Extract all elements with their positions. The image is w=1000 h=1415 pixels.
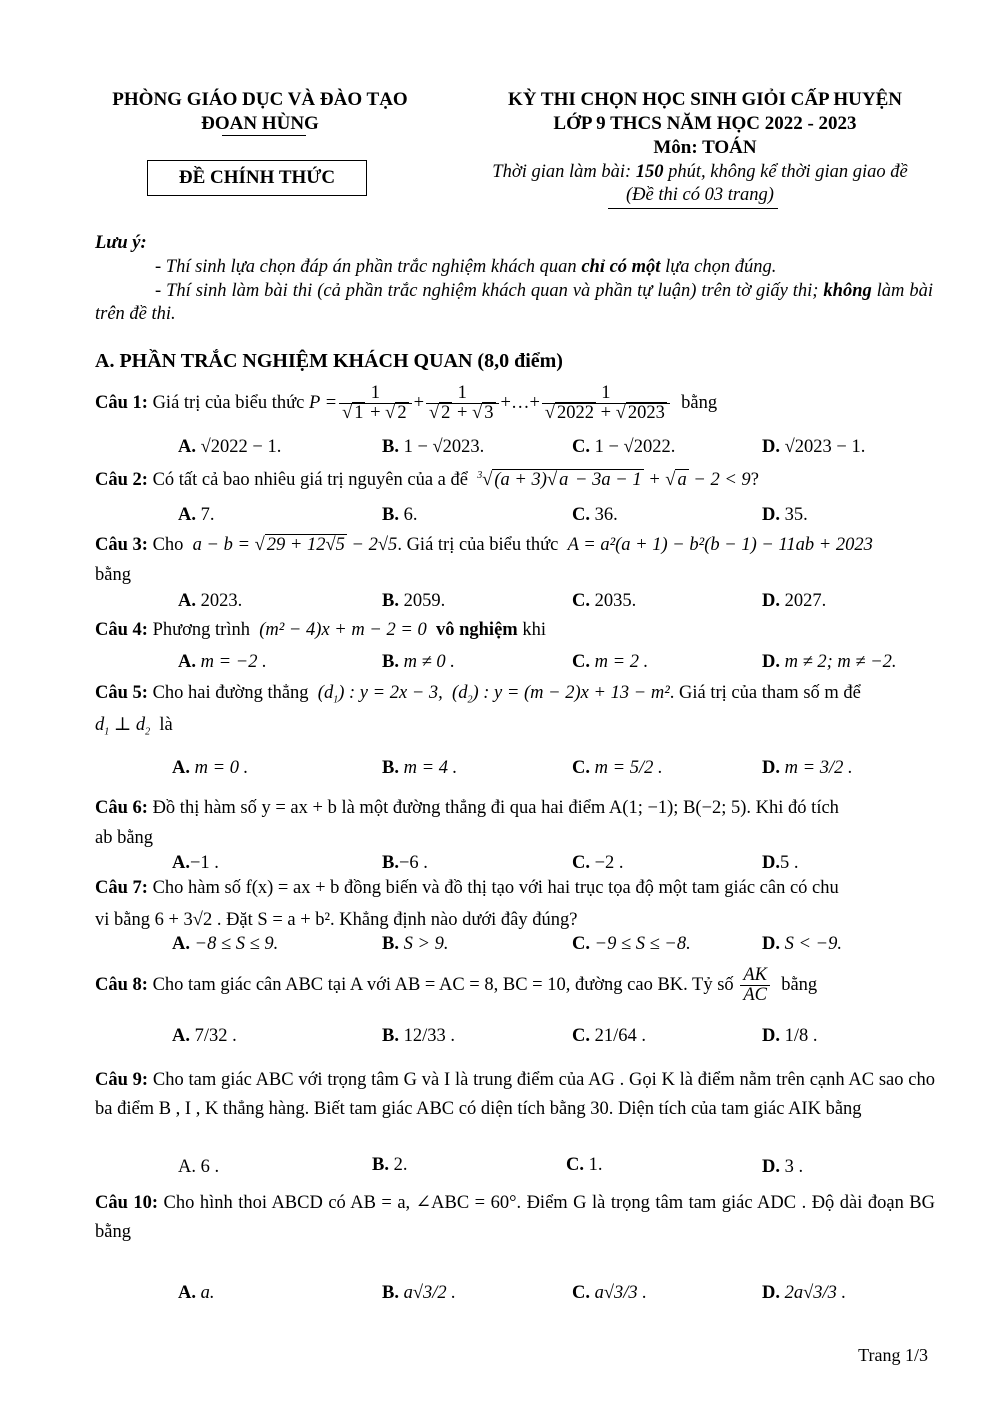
q7-option-c: C. −9 ≤ S ≤ −8.: [572, 934, 691, 954]
q1-option-a: A. √2022 − 1.: [178, 437, 282, 457]
exam-grade-year: LỚP 9 THCS NĂM HỌC 2022 - 2023: [553, 113, 857, 134]
question-5: Câu 5: Cho hai đường thẳng $(d_1)$ : y = 2x − 3, $(d_2)$ : y = (m − 2)x + 13 − m². Giá trị của tham số m để: [95, 683, 861, 706]
question-7: Câu 7: Cho hàm số f(x) = ax + b đồng biến và đồ thị tạo với hai trục tọa độ một tam giác cân có chu: [95, 878, 839, 898]
fraction: $\frac{1}{√ 2022 + √ 2023}$: [542, 384, 670, 423]
q6-option-d: D.5 .: [762, 853, 799, 873]
question-3-cont: bằng: [95, 565, 131, 585]
question-7-cont: vi bằng 6 + 3√2 . Đặt S = a + b². Khẳng định nào dưới đây đúng?: [95, 910, 578, 930]
subject: Môn: TOÁN: [653, 137, 757, 158]
q1-option-c: C. 1 − √2022.: [572, 437, 676, 457]
q10-option-c: C. a√3/3 .: [572, 1283, 647, 1303]
q4-option-c: C. m = 2 .: [572, 652, 649, 672]
question-8: Câu 8: Cho tam giác cân ABC tại A với AB = AC = 8, BC = 10, đường cao BK. Tỷ số $\frac{AK}{AC}$ bằng: [95, 964, 818, 1005]
q9-option-c: C. 1.: [566, 1155, 603, 1175]
q1-option-d: D. √2023 − 1.: [762, 437, 866, 457]
q4-option-a: A. m = −2 .: [178, 652, 267, 672]
question-label: Câu 1:: [95, 392, 148, 413]
header-left: [80, 88, 440, 136]
q10-option-d: D. 2a√3/3 .: [762, 1283, 847, 1303]
question-10: Câu 10: Cho hình thoi ABCD có AB = a, ∠ABC = 60°. Điểm G là trọng tâm tam giác ADC . Độ dài đoạn BG bằng: [95, 1193, 935, 1242]
district-underline: [222, 135, 306, 136]
q8-option-d: D. 1/8 .: [762, 1026, 818, 1046]
q3-option-b: B. 2059.: [382, 591, 446, 611]
math-expression: $^3$√ (a + 3)√ a − 3a − 1 + √ a − 2 < 9: [477, 470, 751, 491]
question-4: Câu 4: Phương trình (m² − 4)x + m − 2 = 0 vô nghiệm khi: [95, 620, 546, 640]
q5-option-a: A. m = 0 .: [172, 758, 249, 778]
note-line-1: - Thí sinh lựa chọn đáp án phần trắc nghiệm khách quan chỉ có một lựa chọn đúng.: [155, 257, 777, 277]
question-6-cont: ab bằng: [95, 828, 154, 848]
q9-option-b: B. 2.: [372, 1155, 408, 1175]
question-6: Câu 6: Đồ thị hàm số y = ax + b là một đường thẳng đi qua hai điểm A(1; −1); B(−2; 5). Khi đó tích: [95, 798, 839, 818]
math-expression: $(d_1)$ : y = 2x − 3, $(d_2)$ : y = (m − 2)x + 13 − m²: [317, 683, 670, 706]
math-expression: A = a²(a + 1) − b²(b − 1) − 11ab + 2023: [567, 535, 873, 555]
question-3: Câu 3: Cho a − b = √ 29 + 12√5 − 2√5. Giá trị của biểu thức A = a²(a + 1) − b²(b − 1) − 11ab + 2023: [95, 535, 873, 555]
q6-option-c: C. −2 .: [572, 853, 624, 873]
page-count-underline: [608, 208, 778, 209]
q2-option-a: A. 7.: [178, 505, 215, 525]
q9-option-a: A. 6 .: [178, 1157, 220, 1177]
math-expression: P =: [309, 392, 338, 413]
fraction: $\frac{AK}{AC}$: [740, 966, 770, 1005]
q8-option-a: A. 7/32 .: [172, 1026, 237, 1046]
exam-title: KỲ THI CHỌN HỌC SINH GIỎI CẤP HUYỆN: [508, 89, 902, 110]
math-expression: a − b = √ 29 + 12√5 − 2√5: [192, 535, 398, 555]
q7-option-d: D. S < −9.: [762, 934, 842, 954]
q5-option-d: D. m = 3/2 .: [762, 758, 853, 778]
fraction: $\frac{1}{√ 2 + √ 3}$: [426, 384, 499, 423]
question-5-cont: $d_1$ ⊥ $d_2$ là: [95, 715, 173, 738]
question-2: Câu 2: Có tất cả bao nhiêu giá trị nguyên của a để $^3$√ (a + 3)√ a − 3a − 1 + √ a − 2 < 9?: [95, 470, 759, 491]
section-title: A. PHẦN TRẮC NGHIỆM KHÁCH QUAN (8,0 điểm): [95, 350, 563, 372]
q10-option-b: B. a√3/2 .: [382, 1283, 456, 1303]
q3-option-a: A. 2023.: [178, 591, 243, 611]
page-number: Trang 1/3: [858, 1345, 928, 1365]
q2-option-d: D. 35.: [762, 505, 808, 525]
note-title: Lưu ý:: [95, 233, 147, 253]
q8-option-c: C. 21/64 .: [572, 1026, 647, 1046]
math-expression: (m² − 4)x + m − 2 = 0: [259, 620, 427, 640]
q5-option-b: B. m = 4 .: [382, 758, 458, 778]
page-count: (Đề thi có 03 trang): [626, 185, 774, 205]
header-right: [455, 88, 955, 160]
district-name: ĐOAN HÙNG: [201, 113, 319, 134]
question-1: Câu 1: Giá trị của biểu thức P = $\frac{1}{√ 1 + √ 2}$ + $\frac{1}{√ 2 + √ 3}$ +…+ $\frac{1}{√ 2022 + √ 2023}$ bằng: [95, 382, 718, 423]
q4-option-b: B. m ≠ 0 .: [382, 652, 455, 672]
q1-option-b: B. 1 − √2023.: [382, 437, 485, 457]
q8-option-b: B. 12/33 .: [382, 1026, 455, 1046]
fraction: $\frac{1}{√ 1 + √ 2}$: [339, 384, 412, 423]
q5-option-c: C. m = 5/2 .: [572, 758, 663, 778]
q3-option-d: D. 2027.: [762, 591, 827, 611]
q2-option-b: B. 6.: [382, 505, 418, 525]
q10-option-a: A. a.: [178, 1283, 215, 1303]
note-line-2: - Thí sinh làm bài thi (cả phần trắc nghiệm khách quan và phần tự luận) trên tờ giấy thi; không làm bài trên đề thi.: [95, 281, 933, 324]
official-badge: ĐỀ CHÍNH THỨC: [147, 160, 367, 196]
q6-option-b: B.−6 .: [382, 853, 428, 873]
department-name: PHÒNG GIÁO DỤC VÀ ĐÀO TẠO: [112, 89, 408, 110]
q6-option-a: A.−1 .: [172, 853, 219, 873]
q7-option-a: A. −8 ≤ S ≤ 9.: [172, 934, 279, 954]
question-9: Câu 9: Cho tam giác ABC với trọng tâm G và I là trung điểm của AG . Gọi K là điểm nằm trên cạnh AC sao cho ba điểm B , I , K thẳng hàng. Biết tam giác ABC có diện tích bằng 30. Diện tích của tam giác AIK bằng: [95, 1070, 936, 1119]
time-info: Thời gian làm bài: 150 phút, không kể thời gian giao đề: [492, 162, 908, 182]
q2-option-c: C. 36.: [572, 505, 618, 525]
math-expression: $d_1$ ⊥ $d_2$: [95, 715, 151, 738]
q4-option-d: D. m ≠ 2; m ≠ −2.: [762, 652, 897, 672]
q9-option-d: D. 3 .: [762, 1157, 804, 1177]
q3-option-c: C. 2035.: [572, 591, 637, 611]
q7-option-b: B. S > 9.: [382, 934, 449, 954]
